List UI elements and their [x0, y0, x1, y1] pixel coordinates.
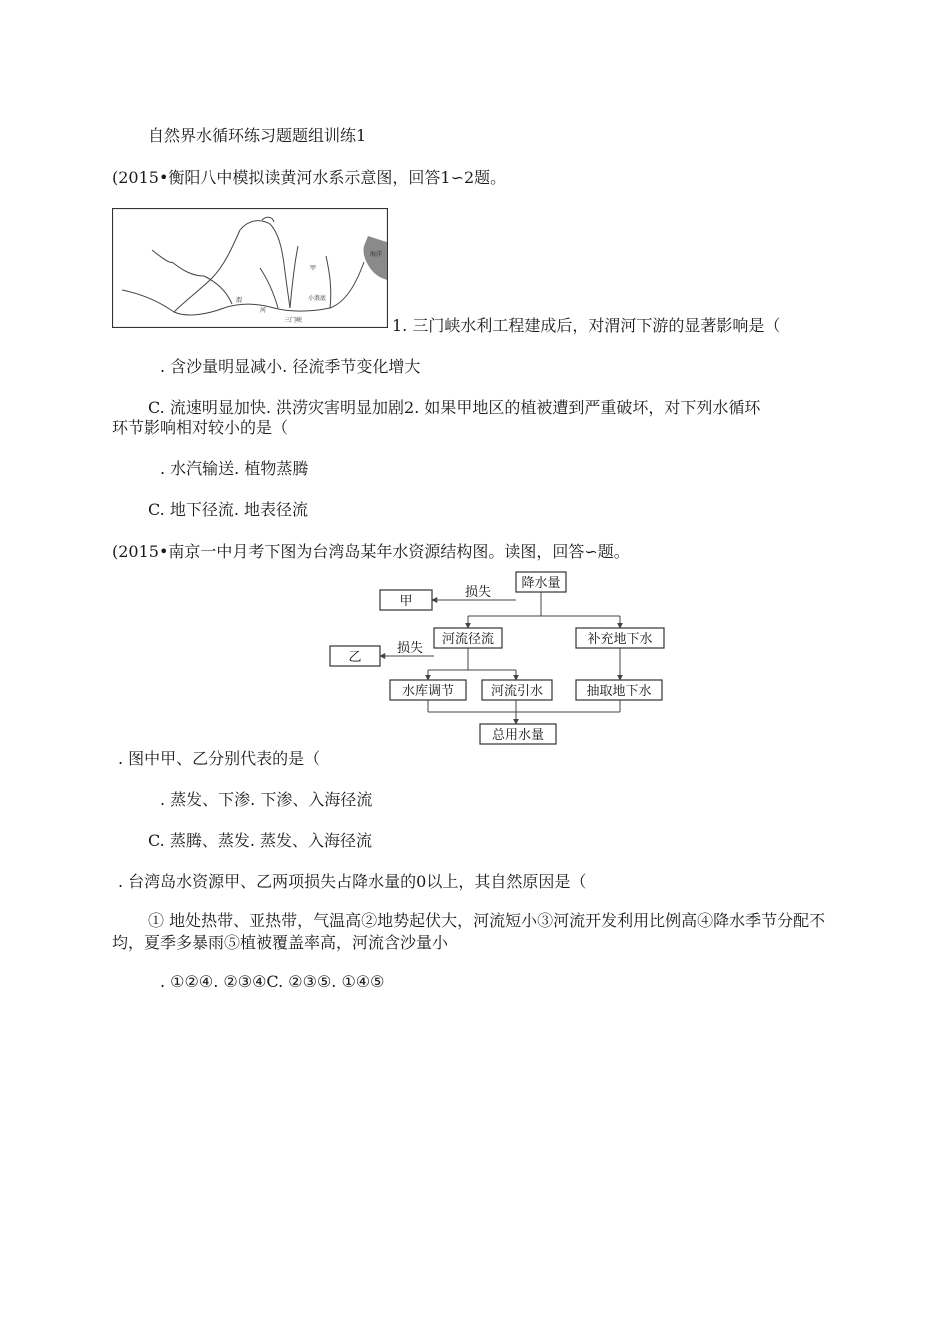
- question-4-statements: ① 地处热带、亚热带，气温高②地势起伏大，河流短小③河流开发利用比例高④降水季节分配不均，夏季多暴雨⑤植被覆盖率高，河流含沙量小: [112, 911, 826, 952]
- text-precip: 降水量: [521, 576, 561, 591]
- question-3: . 图中甲、乙分别代表的是（: [118, 749, 321, 768]
- text-recharge: 补充地下水: [587, 632, 653, 647]
- text-loss-1: 损失: [464, 585, 492, 600]
- water-resource-flowchart: [328, 570, 674, 746]
- intro-2: (2015•南京一中月考下图为台湾岛某年水资源结构图。读图，回答∽题。: [112, 542, 630, 561]
- text-diversion: 河流引水: [490, 684, 544, 699]
- question-3-options-cd: C. 蒸腾、蒸发. 蒸发、入海径流: [148, 831, 373, 850]
- map-border: [113, 209, 388, 328]
- question-1: 1. 三门峡水利工程建成后，对渭河下游的显著影响是（: [392, 316, 781, 335]
- question-2-continued: 环节影响相对较小的是（: [112, 418, 289, 437]
- question-3-options-ab: . 蒸发、下渗. 下渗、入海径流: [160, 790, 373, 809]
- question-2-options-cd: C. 地下径流. 地表径流: [148, 500, 309, 519]
- text-river: 河流径流: [441, 632, 495, 647]
- map-label-xiaolangdi: 小浪底: [308, 295, 327, 302]
- map-label-jia: 甲: [310, 265, 317, 272]
- map-label-he: 河: [260, 307, 267, 314]
- intro-1: (2015•衡阳八中模拟读黄河水系示意图，回答1∽2题。: [112, 168, 507, 187]
- question-1-options-cd: C. 流速明显加快. 洪涝灾害明显加剧2. 如果甲地区的植被遭到严重破坏，对下列水循环: [148, 398, 761, 417]
- map-label-sea: 海洋: [370, 251, 383, 258]
- doc-title: 自然界水循环练习题题组训练1: [148, 126, 367, 145]
- question-4: . 台湾岛水资源甲、乙两项损失占降水量的0以上，其自然原因是（: [118, 872, 587, 891]
- map-label-sanmenxia: 三门峡: [284, 317, 303, 324]
- question-2-options-ab: . 水汽输送. 植物蒸腾: [160, 459, 309, 478]
- question-4-answers: . ①②④. ②③④C. ②③⑤. ①④⑤: [160, 972, 385, 991]
- text-jia: 甲: [399, 594, 413, 609]
- text-yi: 乙: [348, 650, 362, 665]
- text-reservoir: 水库调节: [401, 684, 455, 699]
- text-total: 总用水量: [491, 728, 545, 743]
- text-loss-2: 损失: [396, 641, 424, 656]
- map-label-wei: 渭: [236, 297, 243, 304]
- question-1-options-ab: . 含沙量明显减小. 径流季节变化增大: [160, 357, 421, 376]
- yellow-river-map: [112, 208, 388, 328]
- text-pumping: 抽取地下水: [586, 684, 652, 699]
